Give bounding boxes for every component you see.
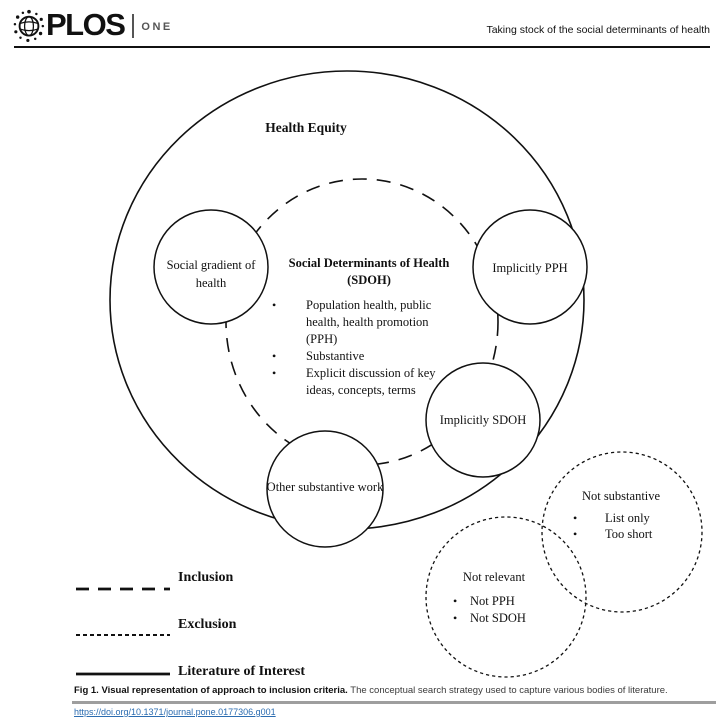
other-substantive-label: Other substantive work — [266, 480, 384, 494]
running-title: Taking stock of the social determinants of health — [486, 24, 710, 36]
sdoh-title-line2: (SDOH) — [347, 273, 391, 287]
list-item: • Explicit discussion of key ideas, concepts, terms — [272, 366, 436, 397]
bullet-icon: • — [573, 511, 578, 525]
health-equity-label: Health Equity — [265, 120, 347, 135]
bullet-icon: • — [272, 298, 277, 312]
list-item: • Not PPH — [453, 594, 515, 608]
list-item: • List only — [573, 511, 650, 525]
list-item: • Too short — [573, 527, 653, 541]
caption-rule — [72, 701, 716, 704]
sdoh-criteria-list — [272, 297, 450, 399]
caption-bold: Fig 1. Visual representation of approach to inclusion criteria. — [74, 685, 348, 696]
social-gradient-label: Social gradient of health — [166, 258, 256, 290]
implicitly-pph-label: Implicitly PPH — [492, 261, 568, 275]
not-relevant-label: Not relevant — [462, 570, 526, 584]
list-item: • Substantive — [272, 349, 365, 363]
plos-wordmark: PLOS — [46, 7, 125, 42]
legend-label-inclusion: Inclusion — [178, 570, 234, 585]
not-substantive-list — [573, 510, 652, 542]
legend-label-literature: Literature of Interest — [178, 664, 305, 679]
bullet-icon: • — [453, 611, 458, 625]
journal-name: ONE — [141, 20, 173, 33]
sdoh-title — [269, 255, 469, 289]
list-item: • Not SDOH — [453, 611, 526, 625]
doi-link[interactable]: https://doi.org/10.1371/journal.pone.0177306.g001 — [74, 707, 276, 717]
bullet-icon: • — [272, 366, 277, 380]
not-substantive-label: Not substantive — [581, 489, 661, 503]
bullet-icon: • — [573, 527, 578, 541]
bullet-icon: • — [272, 349, 277, 363]
list-item: • Population health, public health, health promotion (PPH) — [272, 298, 432, 346]
figure-caption — [74, 685, 718, 697]
sdoh-title-line1: Social Determinants of Health — [288, 256, 450, 270]
caption-regular: The conceptual search strategy used to capture various bodies of literature. — [347, 685, 668, 696]
legend-label-exclusion: Exclusion — [178, 617, 237, 632]
bullet-icon: • — [453, 594, 458, 608]
not-relevant-list — [453, 593, 526, 627]
implicitly-sdoh-label: Implicitly SDOH — [439, 413, 527, 427]
